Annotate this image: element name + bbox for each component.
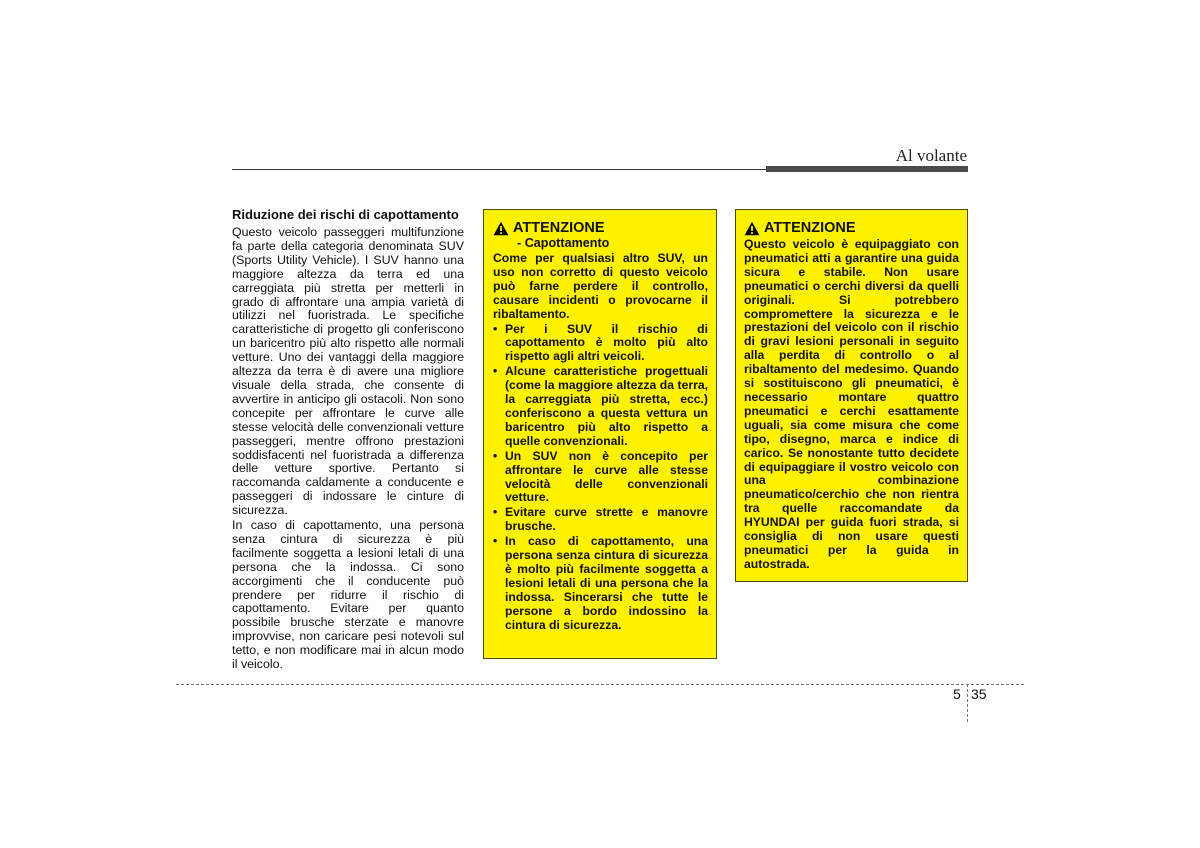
warning-title: ATTENZIONE bbox=[513, 220, 605, 236]
list-item-text: Evitare curve strette e manovre brusche. bbox=[505, 505, 708, 534]
list-item bbox=[493, 323, 708, 365]
list-item bbox=[493, 450, 708, 506]
footer-rule bbox=[176, 684, 1024, 685]
section-heading: Riduzione dei rischi di capottamento bbox=[232, 207, 459, 222]
bullet: • bbox=[493, 534, 498, 549]
list-item-text: Un SUV non è concepito per affrontare le curve alle stesse velocità delle convenzionali vetture. bbox=[505, 448, 708, 505]
warning-header bbox=[744, 220, 959, 236]
warning-box-rollover bbox=[483, 209, 717, 659]
list-item-text: Per i SUV il rischio di capottamento è molto più alto rispetto agli altri veicoli. bbox=[505, 321, 708, 364]
warning-triangle-icon bbox=[744, 221, 760, 236]
bullet: • bbox=[493, 448, 498, 463]
warning-subtitle: - Capottamento bbox=[517, 236, 610, 250]
main-text-column bbox=[232, 207, 464, 672]
page-number: 35 bbox=[971, 686, 987, 702]
bullet: • bbox=[493, 505, 498, 520]
list-item bbox=[493, 535, 708, 632]
warning-body: Questo veicolo è equipaggiato con pneumatici atti a garantire una guida sicura e stabile. Non usare pneumatici o cerchi diversi da quelli originali. Si potrebbero compromettere la sicurezza e le prestazioni del veicolo con il rischio di gravi lesioni personali in seguito alla perdita di controllo o al ribaltamento del medesimo. Quando si sostituiscono gli pneumatici, è necessario montare quattro pneumatici e cerchi esattamente uguali, sia come misura che come tipo, disegno, marca e indice di carico. Se nonostante tutto decidete di equipaggiare il vostro veicolo con una combinazione pneumatico/cerchio che non rientra tra quelle raccomandate da HYUNDAI per guida fuori strada, si consiglia di non usare questi pneumatici per la guida in autostrada. bbox=[744, 237, 959, 571]
bullet: • bbox=[493, 364, 498, 379]
list-item bbox=[493, 506, 708, 534]
warning-triangle-icon bbox=[493, 221, 509, 236]
list-item-text: Alcune caratteristiche progettuali (come la maggiore altezza da terra, la carreggiata più stretta, ecc.) conferiscono a questa vettura un baricentro più alto rispetto a quelle convenzionali. bbox=[505, 364, 708, 448]
body-paragraph: In caso di capottamento, una persona senza cintura di sicurezza è più facilmente soggetta a lesioni letali di una persona che la indossa. Ci sono accorgimenti che il conducente può prendere per ridurre il rischio di capottamento. Evitare per quanto possibile brusche sterzate e manovre improvvise, non caricare pesi notevoli sul tetto, e non modificare mai in alcun modo il veicolo. bbox=[232, 518, 464, 672]
warning-title: ATTENZIONE bbox=[764, 220, 856, 236]
list-item bbox=[493, 365, 708, 448]
warning-header bbox=[493, 220, 708, 236]
warning-box-tyres bbox=[735, 209, 968, 582]
warning-list bbox=[493, 323, 708, 633]
warning-intro: Come per qualsiasi altro SUV, un uso non corretto di questo veicolo può farne perdere il controllo, causare incidenti o provocarne il ribaltamento. bbox=[493, 251, 708, 321]
section-title: Al volante bbox=[895, 146, 967, 165]
list-item-text: In caso di capottamento, una persona senza cintura di sicurezza è molto più facilmente soggetta a lesioni letali di una persona che la indossa. Sincerarsi che tutte le persone a bordo indossino la cintura di sicurezza. bbox=[505, 534, 708, 632]
body-paragraph: Questo veicolo passeggeri multifunzione fa parte della categoria denominata SUV (Sports Utility Vehicle). I SUV hanno una maggiore altezza da terra ed una carreggiata più stretta per metterli in grado di affrontare una ampia varietà di utilizzi nel fuoristrada. Le specifiche caratteristiche di progetto gli conferiscono un baricentro più alto rispetto alle normali vetture. Uno dei vantaggi della maggiore altezza da terra è di avere una migliore visuale della strada, che consente di avvertire in anticipo gli ostacoli. Non sono concepite per affrontare le curve alle stesse velocità delle convenzionali vetture passeggeri, mentre offrono prestazioni soddisfacenti nel fuoristrada a differenza delle vetture sportive. Pertanto si raccomanda caldamente a conducente e passeggeri di indossare le cinture di sicurezza. bbox=[232, 225, 464, 518]
chapter-number: 5 bbox=[953, 686, 961, 702]
footer-divider bbox=[967, 684, 968, 722]
bullet: • bbox=[493, 321, 498, 336]
header-rule-accent bbox=[766, 166, 968, 172]
